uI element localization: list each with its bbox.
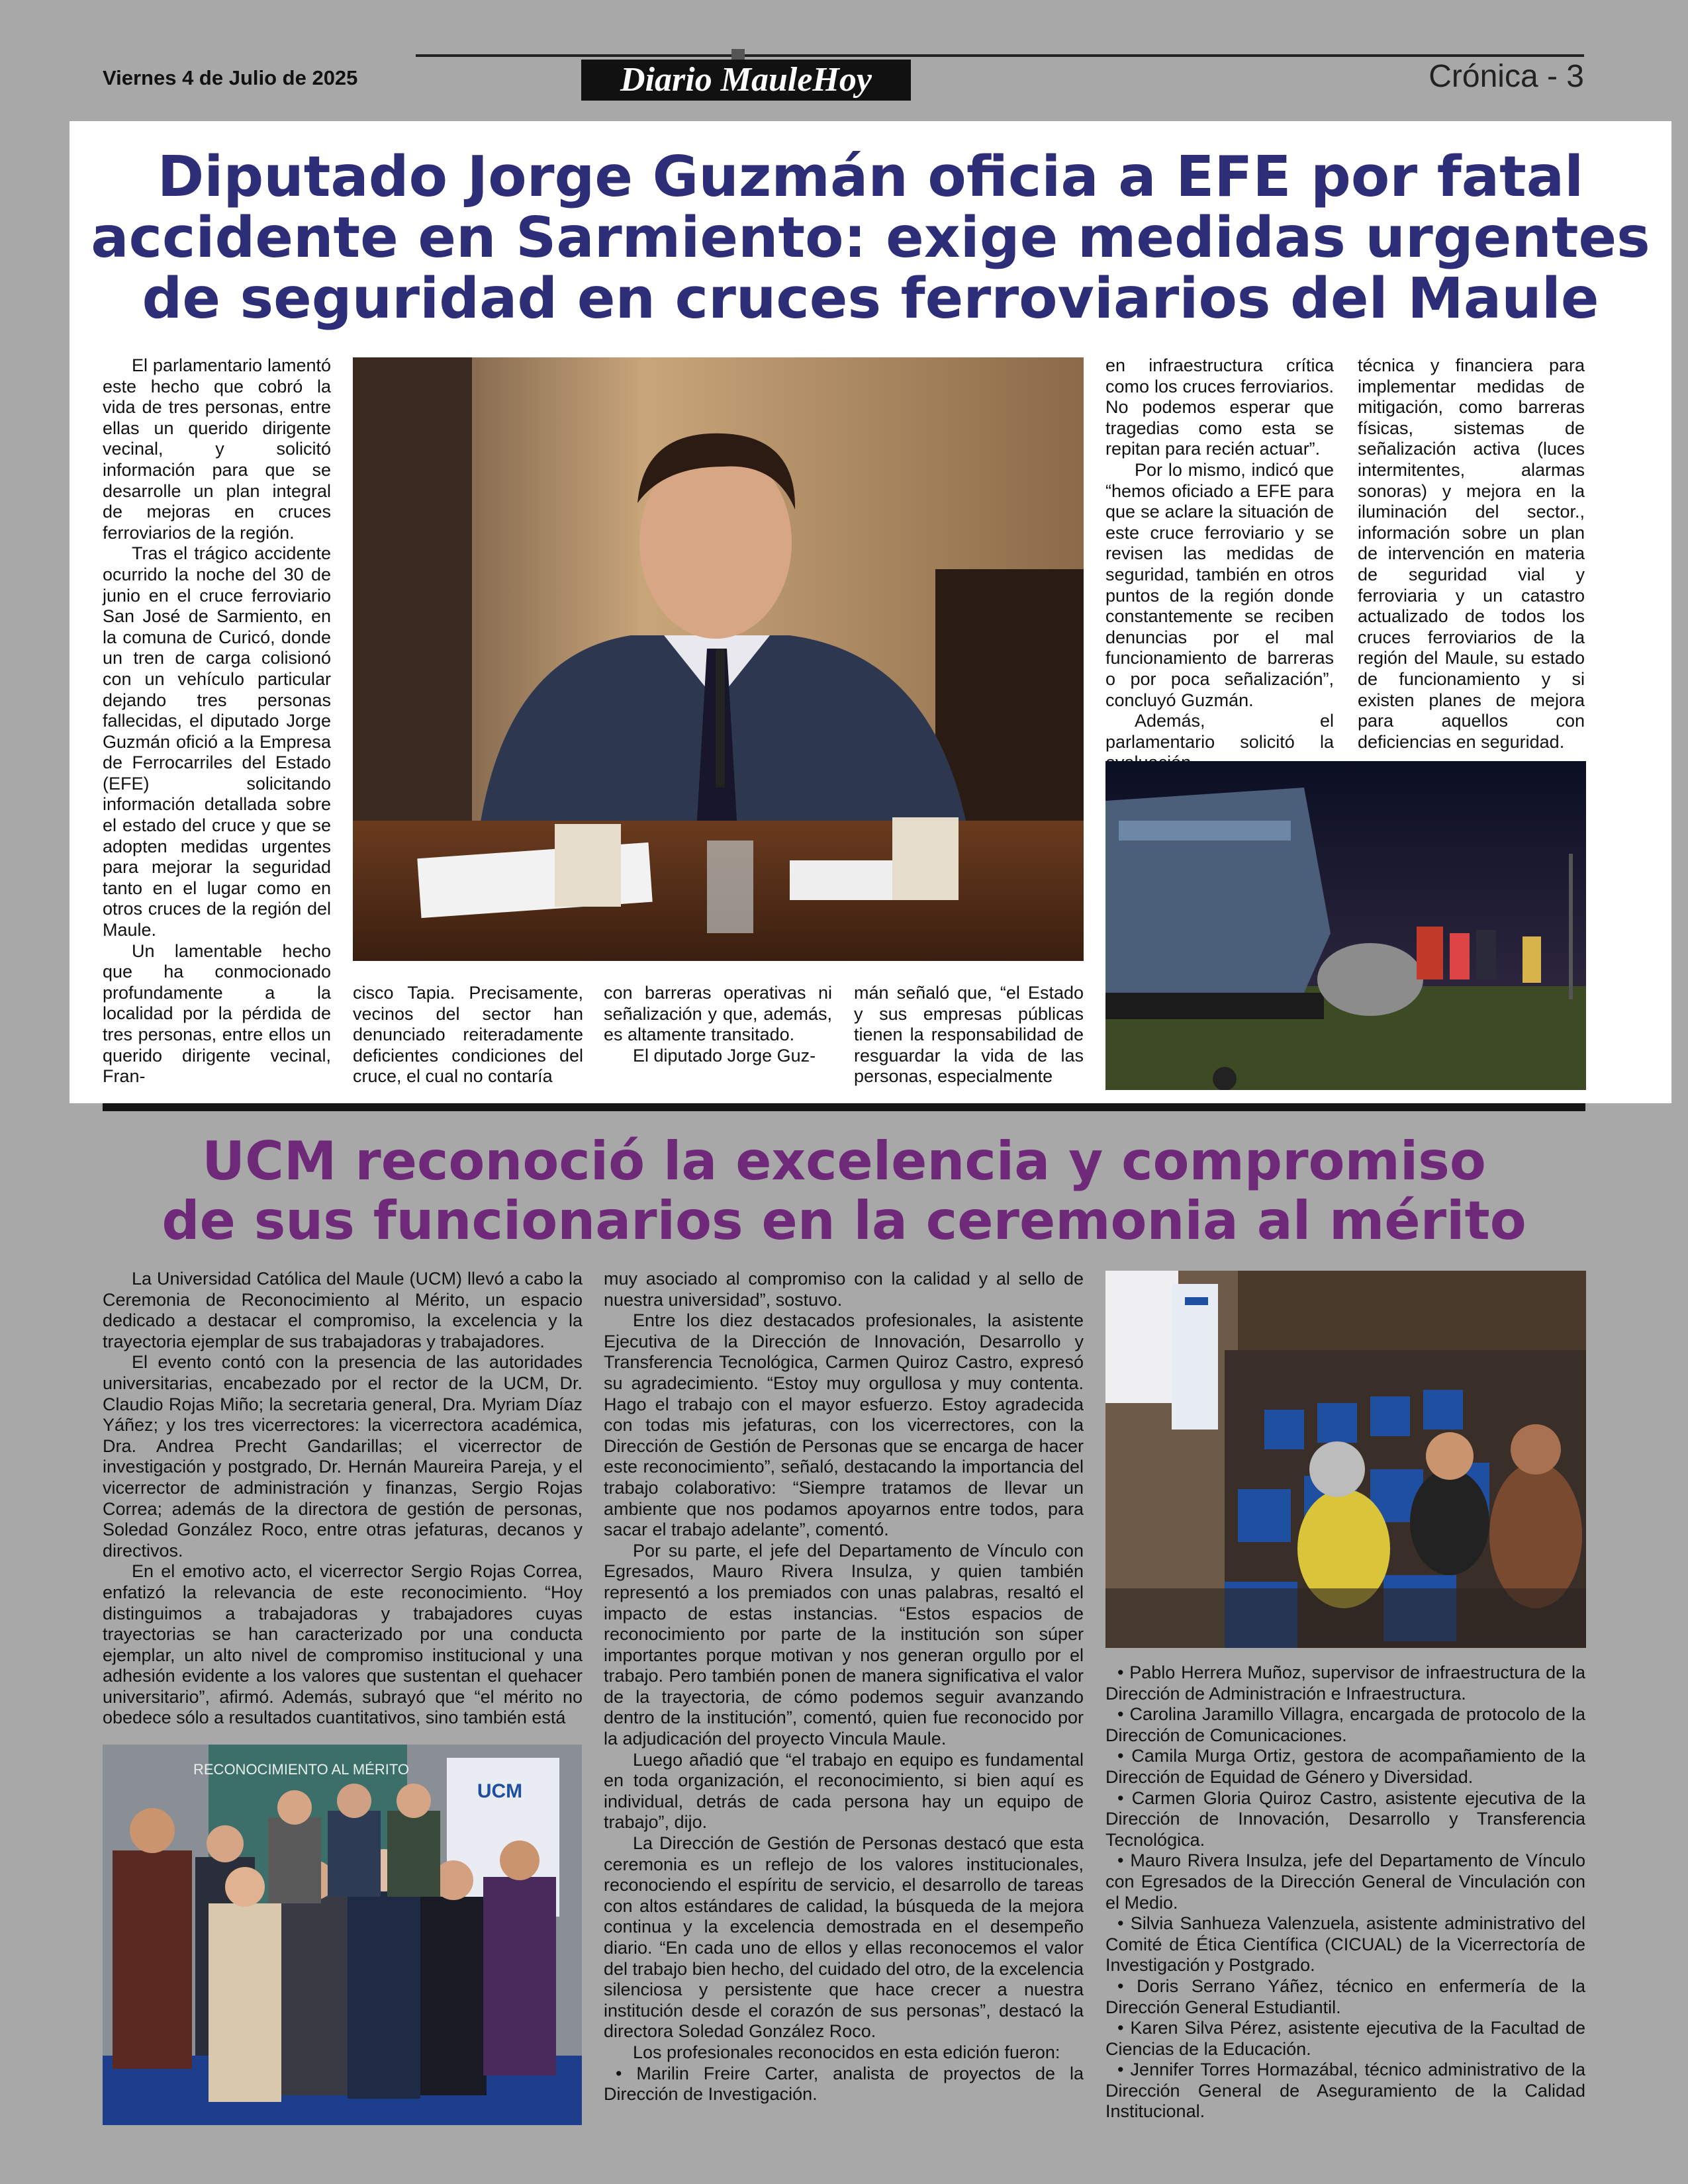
section-page-label: Crónica - 3 (1429, 59, 1584, 94)
newspaper-name: Diario MauleHoy (581, 60, 911, 101)
article1-column-3: con barreras operativas ni señalización y que, además, es altamente transitado. El diputado Jorge Guz- (604, 983, 832, 1066)
masthead-rule (416, 54, 1584, 57)
article1-column-5: en infraestructura crítica como los cruces ferroviarios. No podemos esperar que tragedias como esta se repitan para recién actuar”. Por lo mismo, indicó que “hemos oficiado a EFE para que se aclare la situación de este cruce ferroviario y se revisen las medidas de seguridad, también en otros puntos de la región donde constantemente se reciben denuncias por el mal funcionamiento de barreras o por poca señalización”, concluyó Guzmán. Además, el parlamentario solicitó la (1105, 355, 1334, 752)
article2-column-2: muy asociado al compromiso con la calidad y al sello de nuestra universidad”, sostuvo. Entre los diez destacados profesionales, la asistente Ejecutiva de la Dirección de Innovación, Desarrollo y Transferencia Tecnológica, Carmen Quiroz Castro, expresó su agradecimiento. “Estoy muy orgullosa y muy contenta. Hago el trabajo con el mayor esfuerzo. Estoy agradecida con todas mis jefaturas, con los vicerrectores, con la Dirección de Gestión de Personas que se encarga de hacer este reconocimiento”, señaló, destacando la importancia del trabajo colaborativo: “Siempre tratamos de llevar un ambiente que nos podamos apoyarnos entre todos, para sacar el trabajo adelante”, comentó. Por su parte, el jefe del Departamento de Vínculo con Egresados, Mauro Rivera Insulza, y quien también representó a los premiados con unas palabras, resaltó el impacto de estas instancias. “Estos espacios de reconocimiento por parte de la institución son súper importantes porque motivan y nos generan orgullo por el trabajo. Pero también ponen de manera significativa el valor de la trayectoria, de cómo podemos seguir avanzando dentro de la institución”, comentó, quien fue reconocido por la adjudicación del proyecto Vincula Maule. Luego añadió que “el trabajo en equipo es fundamental en toda organización, el reconocimiento, si bien aquí es individual, detrás de cada persona hay un equipo de trabajo”, dijo. La Dirección de Gestión de Personas destacó que esta ceremonia es un reflejo de los valores institucionales, reconociendo el espíritu de servicio, el desarrollo de tareas con altos estándares de calidad, la búsqueda de la mejora continua y la excelencia demostrada en el desempeño diario. “En cada uno de ellos y ellas reconocemos el valor del trabajo bien hecho, del cuidado del otro, de la excelencia silenciosa y persistente que hace crecer a nuestra institución desde el corazón de sus personas”, destacó la directora Soledad González Roco. Los profesionales reconocidos en esta edición fueron: • Marilin Freire Carter, analista de proyectos de la Dirección de Investigación. (604, 1269, 1084, 2105)
article1-column-1: El parlamentario lamentó este hecho que cobró la vida de tres personas, entre ellas un querido dirigente vecinal, y solicitó información para que se desarrolle un plan integral de mejoras en cruces ferroviarios de la región. Tras el trágico accidente ocurrido la noche del 30 de junio en el cruce ferroviario San José de Sarmiento, en la comuna de Curicó, donde un tren de carga colisionó con un vehículo particular dejando tres personas fallecidas, el diputado Jorge Guzmán ofició a la Empresa de Ferrocarriles del Estado (EFE) solicitando información detallada sobre el estado del cruce y que se adopten medidas urgentes para mejorar la seguridad tanto en el lugar como en otros cruces de la región del Maule. Un lamentable hecho que ha conmocionado profundamente a la localidad por la pérdida de tres personas, entre ellos un querido dirigente vecinal, Fran- (103, 355, 331, 1087)
group-photo (103, 1745, 582, 2125)
article1-column-2: cisco Tapia. Precisamente, vecinos del sector han denunciado reiteradamente deficientes condiciones del cruce, el cual no contaría (353, 983, 583, 1087)
issue-date: Viernes 4 de Julio de 2025 (103, 66, 358, 89)
train-accident-photo (1105, 761, 1586, 1090)
article2-column-1: La Universidad Católica del Maule (UCM) llevó a cabo la Ceremonia de Reconocimiento al Mérito, un espacio dedicado a destacar el compromiso, la excelencia y la trayectoria ejemplar de sus trabajadoras y trabajadores. El evento contó con la presencia de las autoridades universitarias, encabezado por el rector de la UCM, Dr. Claudio Rojas Miño; la secretaria general, Dra. Myriam Díaz Yáñez; y los tres vicerrectores: la vicerrectora académica, Dra. Andrea Precht Gandarillas; el vicerrector de investigación y postgrado, Dr. Hernán Maureira Pareja, y el vicerrector de administración y finanzas, Sergio Rojas Correa; además de la directora de gestión de personas, Soledad González Roco, entre otras jefaturas, decanos y directivos. En el emotivo acto, el vicerrector Sergio Rojas Correa, enfatizó la relevancia de este reconocimiento. “Hoy distinguimos a trabajadoras y trabajadores cuyas trayectorias se han caracterizado por una conducta ejemplar, un alto nivel de compromiso institucional y una adhesión evidente a los valores que sustentan el quehacer universitario”, afirmó. Además, subrayó que “el mérito no obedece sólo a resultados cuantitativos, sino también está (103, 1269, 583, 1728)
banner-text: RECONOCIMIENTO AL MÉRITO (193, 1761, 409, 1778)
article-divider (103, 1103, 1585, 1111)
article1-column-6: técnica y financiera para implementar medidas de mitigación, como barreras físicas, sistemas de señalización activa (luces intermitentes, alarmas sonoras) y mejora en la iluminación del sector., información sobre un plan de intervención en materia de seguridad vial y ferroviaria y un catastro actualizado de todos los cruces ferroviarios de la región del Maule, su estado de funcionamiento y si existen planes de mejora para aquellos con deficiencias en seguridad. (1358, 355, 1585, 752)
ucm-logo-text: UCM (477, 1780, 523, 1802)
article2-headline: UCM reconoció la excelencia y compromiso de sus funcionarios en la ceremonia al mérito (162, 1130, 1526, 1251)
deputy-photo (353, 357, 1084, 961)
article2-column-3: • Pablo Herrera Muñoz, supervisor de infraestructura de la Dirección de Administración e Infraestructura. • Carolina Jaramillo Villagra, encargada de protocolo de la Dirección de Comunicaciones. • Camila Murga Ortiz, gestora de acompañamiento de la Dirección de Equidad de Género y Diversidad. • Carmen Gloria Quiroz Castro, asistente ejecutiva de la Dirección de Innovación, Desarrollo y Transferencia Tecnológica. • Mauro Rivera Insulza, jefe del Departamento de Vínculo con Egresados de la Dirección General de Vinculación con el Medio. • Silvia Sanhueza Valenzuela, asistente administrativo del Comité de Ética Científica (CICUAL) de la Vicerrectoría de Investigación y Postgrado. • Doris Serrano Yáñez, técnico en enfermería de la Dirección General Estudiantil. • Karen Silva Pérez, asistente ejecutiva de la Facultad de Ciencias de la Educación. • Jennifer Torres Hormazábal, técnico administrativo de la Dirección General de Aseguramiento de la Calidad Institucional. (1105, 1662, 1585, 2122)
auditorium-photo (1105, 1271, 1586, 1648)
article1-headline: Diputado Jorge Guzmán oficia a EFE por fatal accidente en Sarmiento: exige medidas urgentes de seguridad en cruces ferroviarios del Maule (91, 144, 1650, 332)
masthead-notch (731, 49, 745, 60)
article1-column-4: mán señaló que, “el Estado y sus empresas públicas tienen la responsabilidad de resguardar la vida de las personas, especialmente (854, 983, 1084, 1087)
